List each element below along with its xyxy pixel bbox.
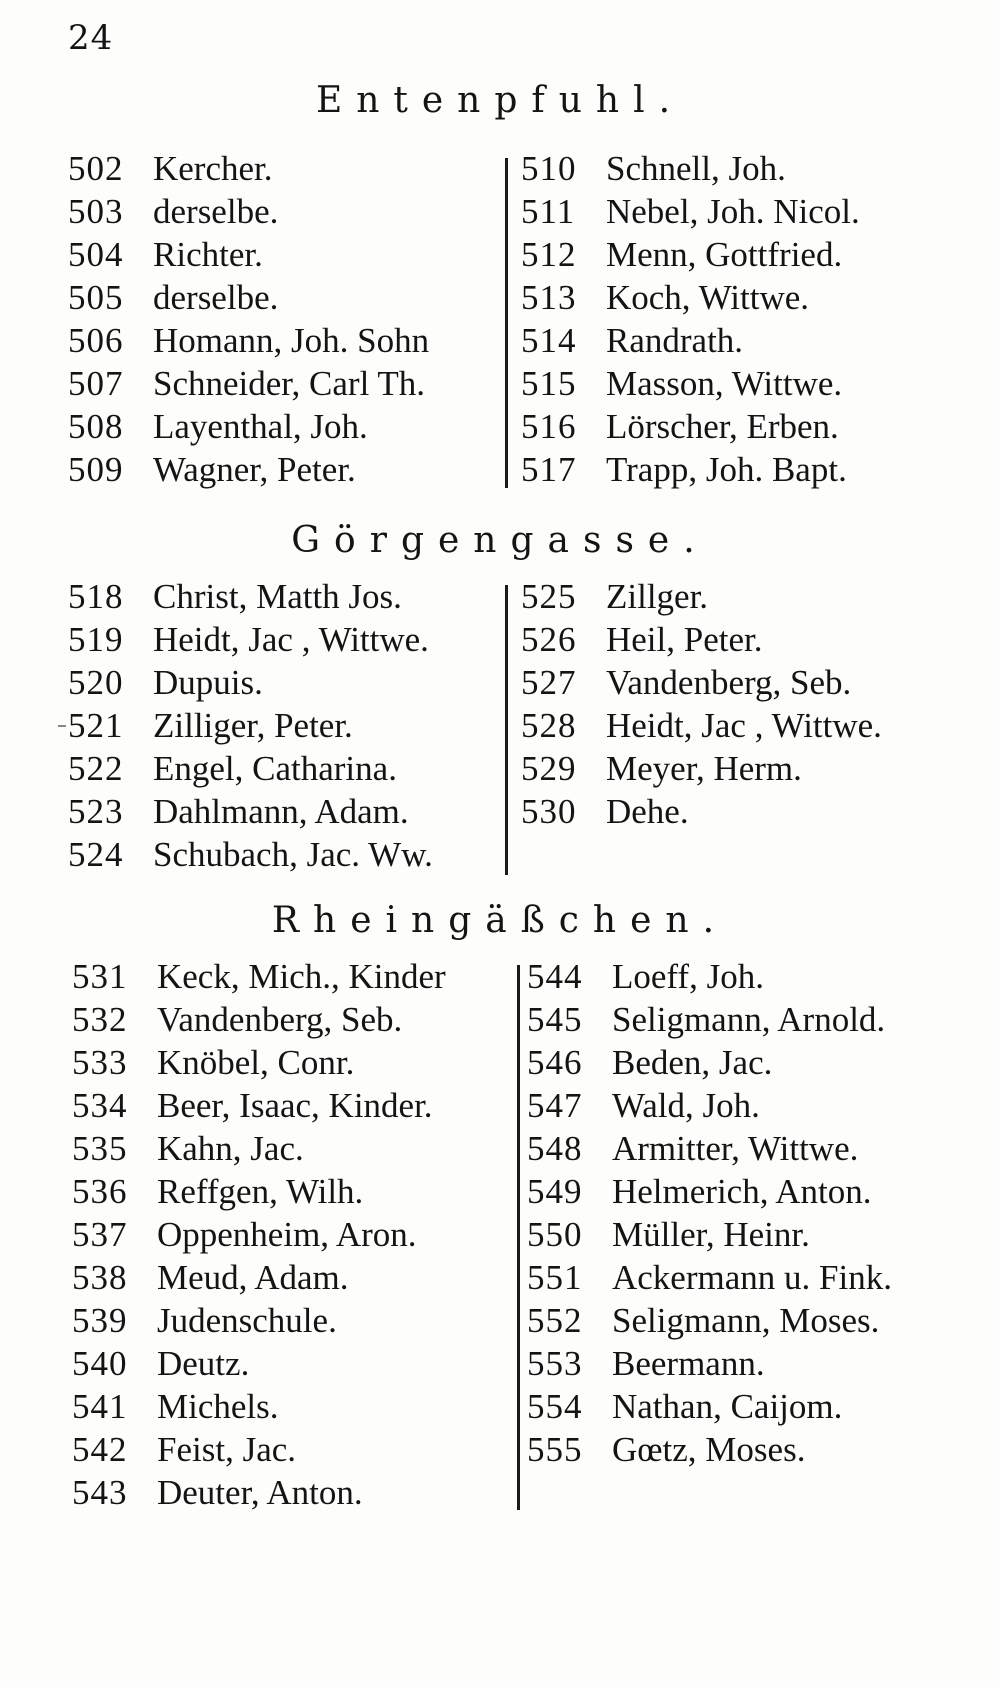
list-item xyxy=(72,1428,446,1471)
house-number: 548 xyxy=(527,1129,583,1168)
resident-name: Oppenheim, Aron. xyxy=(157,1215,417,1254)
house-number: 507 xyxy=(68,364,124,403)
list-item xyxy=(72,1127,446,1170)
house-number: 536 xyxy=(72,1172,128,1211)
resident-name: Masson, Wittwe. xyxy=(606,364,843,403)
house-number: 519 xyxy=(68,620,124,659)
list-item xyxy=(527,1127,892,1170)
page-number: 24 xyxy=(68,18,114,58)
resident-name: Christ, Matth Jos. xyxy=(153,577,402,616)
list-item xyxy=(527,1256,892,1299)
house-number: 533 xyxy=(72,1043,128,1082)
section-2-left-column xyxy=(68,575,433,876)
house-number: 526 xyxy=(521,620,577,659)
list-item xyxy=(72,1256,446,1299)
list-item xyxy=(521,790,882,833)
list-item xyxy=(72,1041,446,1084)
house-number: 511 xyxy=(521,192,576,231)
house-number: 532 xyxy=(72,1000,128,1039)
house-number: 528 xyxy=(521,706,577,745)
house-number: 537 xyxy=(72,1215,128,1254)
resident-name: Vandenberg, Seb. xyxy=(157,1000,403,1039)
list-item xyxy=(68,448,429,491)
house-number: 534 xyxy=(72,1086,128,1125)
resident-name: Seligmann, Moses. xyxy=(612,1301,880,1340)
house-number: 520 xyxy=(68,663,124,702)
list-item xyxy=(72,1213,446,1256)
house-number: 503 xyxy=(68,192,124,231)
list-item xyxy=(521,704,882,747)
resident-name: Vandenberg, Seb. xyxy=(606,663,852,702)
resident-name: Wagner, Peter. xyxy=(153,450,356,489)
list-item xyxy=(521,405,860,448)
resident-name: derselbe. xyxy=(153,192,279,231)
resident-name: Schubach, Jac. Ww. xyxy=(153,835,433,874)
house-number: 523 xyxy=(68,792,124,831)
house-number: 502 xyxy=(68,149,124,188)
list-item xyxy=(521,618,882,661)
house-number: 527 xyxy=(521,663,577,702)
resident-name: Deutz. xyxy=(157,1344,250,1383)
house-number: 513 xyxy=(521,278,577,317)
section-3-right-column xyxy=(527,955,892,1471)
resident-name: Müller, Heinr. xyxy=(612,1215,810,1254)
resident-name: Layenthal, Joh. xyxy=(153,407,368,446)
list-item xyxy=(68,618,433,661)
list-item xyxy=(521,747,882,790)
list-item xyxy=(68,661,433,704)
resident-name: Dahlmann, Adam. xyxy=(153,792,409,831)
house-number: 553 xyxy=(527,1344,583,1383)
house-number: 509 xyxy=(68,450,124,489)
list-item xyxy=(521,190,860,233)
house-number: 522 xyxy=(68,749,124,788)
list-item xyxy=(527,998,892,1041)
list-item xyxy=(527,1213,892,1256)
house-number: 516 xyxy=(521,407,577,446)
house-number: 547 xyxy=(527,1086,583,1125)
resident-name: Ackermann u. Fink. xyxy=(612,1258,892,1297)
house-number: 543 xyxy=(72,1473,128,1512)
list-item xyxy=(72,1084,446,1127)
list-item xyxy=(521,661,882,704)
list-item xyxy=(521,575,882,618)
resident-name: Michels. xyxy=(157,1387,279,1426)
column-divider xyxy=(505,158,508,488)
resident-name: Dehe. xyxy=(606,792,689,831)
list-item xyxy=(68,833,433,876)
resident-name: Nathan, Caijom. xyxy=(612,1387,843,1426)
house-number: 540 xyxy=(72,1344,128,1383)
list-item xyxy=(68,147,429,190)
house-number: 518 xyxy=(68,577,124,616)
list-item xyxy=(527,1041,892,1084)
list-item xyxy=(68,747,433,790)
house-number: 515 xyxy=(521,364,577,403)
resident-name: Reffgen, Wilh. xyxy=(157,1172,364,1211)
resident-name: Keck, Mich., Kinder xyxy=(157,957,446,996)
section-1-right-column xyxy=(521,147,860,491)
resident-name: Wald, Joh. xyxy=(612,1086,760,1125)
column-divider xyxy=(505,585,508,875)
house-number: 546 xyxy=(527,1043,583,1082)
list-item xyxy=(527,1342,892,1385)
list-item xyxy=(72,1342,446,1385)
list-item xyxy=(68,319,429,362)
house-number: 555 xyxy=(527,1430,583,1469)
section-2-right-column xyxy=(521,575,882,833)
resident-name: Meyer, Herm. xyxy=(606,749,802,788)
resident-name: Richter. xyxy=(153,235,263,274)
list-item xyxy=(72,998,446,1041)
house-number: 524 xyxy=(68,835,124,874)
house-number: 545 xyxy=(527,1000,583,1039)
list-item xyxy=(68,575,433,618)
house-number: 550 xyxy=(527,1215,583,1254)
resident-name: Engel, Catharina. xyxy=(153,749,397,788)
resident-name: Kahn, Jac. xyxy=(157,1129,304,1168)
resident-name: Menn, Gottfried. xyxy=(606,235,843,274)
resident-name: Koch, Wittwe. xyxy=(606,278,810,317)
house-number: 535 xyxy=(72,1129,128,1168)
house-number: 539 xyxy=(72,1301,128,1340)
resident-name: Judenschule. xyxy=(157,1301,337,1340)
resident-name: Beden, Jac. xyxy=(612,1043,773,1082)
resident-name: Helmerich, Anton. xyxy=(612,1172,872,1211)
resident-name: Deuter, Anton. xyxy=(157,1473,363,1512)
resident-name: Dupuis. xyxy=(153,663,263,702)
resident-name: Gœtz, Moses. xyxy=(612,1430,806,1469)
resident-name: Armitter, Wittwe. xyxy=(612,1129,859,1168)
house-number: 504 xyxy=(68,235,124,274)
list-item xyxy=(527,1385,892,1428)
house-number: 554 xyxy=(527,1387,583,1426)
house-number: 525 xyxy=(521,577,577,616)
house-number: 521 xyxy=(68,706,124,745)
resident-name: Heidt, Jac , Wittwe. xyxy=(606,706,882,745)
resident-name: Seligmann, Arnold. xyxy=(612,1000,886,1039)
resident-name: Beermann. xyxy=(612,1344,765,1383)
house-number: 508 xyxy=(68,407,124,446)
list-item xyxy=(68,405,429,448)
section-3-left-column xyxy=(72,955,446,1514)
resident-name: Feist, Jac. xyxy=(157,1430,297,1469)
house-number: 531 xyxy=(72,957,128,996)
margin-mark xyxy=(58,725,66,727)
list-item xyxy=(527,1170,892,1213)
list-item xyxy=(72,1170,446,1213)
section-1-left-column xyxy=(68,147,429,491)
resident-name: Randrath. xyxy=(606,321,744,360)
house-number: 529 xyxy=(521,749,577,788)
list-item xyxy=(521,362,860,405)
house-number: 506 xyxy=(68,321,124,360)
resident-name: Heil, Peter. xyxy=(606,620,763,659)
resident-name: Zilliger, Peter. xyxy=(153,706,353,745)
list-item xyxy=(68,233,429,276)
resident-name: Knöbel, Conr. xyxy=(157,1043,355,1082)
list-item xyxy=(72,1471,446,1514)
house-number: 551 xyxy=(527,1258,583,1297)
list-item xyxy=(72,1385,446,1428)
resident-name: Nebel, Joh. Nicol. xyxy=(606,192,860,231)
house-number: 517 xyxy=(521,450,577,489)
resident-name: Loeff, Joh. xyxy=(612,957,764,996)
list-item xyxy=(527,1084,892,1127)
resident-name: Meud, Adam. xyxy=(157,1258,349,1297)
list-item xyxy=(527,955,892,998)
resident-name: Heidt, Jac , Wittwe. xyxy=(153,620,429,659)
list-item xyxy=(521,448,860,491)
list-item xyxy=(521,319,860,362)
house-number: 552 xyxy=(527,1301,583,1340)
list-item xyxy=(68,276,429,319)
resident-name: Schneider, Carl Th. xyxy=(153,364,426,403)
house-number: 549 xyxy=(527,1172,583,1211)
house-number: 505 xyxy=(68,278,124,317)
column-divider xyxy=(517,965,520,1510)
list-item xyxy=(68,704,433,747)
house-number: 514 xyxy=(521,321,577,360)
resident-name: derselbe. xyxy=(153,278,279,317)
resident-name: Homann, Joh. Sohn xyxy=(153,321,430,360)
section-title-entenpfuhl: Entenpfuhl. xyxy=(315,80,685,121)
house-number: 510 xyxy=(521,149,577,188)
list-item xyxy=(68,190,429,233)
list-item xyxy=(68,790,433,833)
resident-name: Zillger. xyxy=(606,577,709,616)
section-title-rheingaesschen: Rheingäßchen. xyxy=(271,900,729,941)
list-item xyxy=(521,147,860,190)
house-number: 538 xyxy=(72,1258,128,1297)
list-item xyxy=(527,1299,892,1342)
list-item xyxy=(521,276,860,319)
resident-name: Schnell, Joh. xyxy=(606,149,786,188)
list-item xyxy=(527,1428,892,1471)
house-number: 544 xyxy=(527,957,583,996)
house-number: 542 xyxy=(72,1430,128,1469)
house-number: 530 xyxy=(521,792,577,831)
list-item xyxy=(521,233,860,276)
list-item xyxy=(72,1299,446,1342)
resident-name: Lörscher, Erben. xyxy=(606,407,839,446)
resident-name: Trapp, Joh. Bapt. xyxy=(606,450,847,489)
house-number: 541 xyxy=(72,1387,128,1426)
list-item xyxy=(72,955,446,998)
resident-name: Kercher. xyxy=(153,149,273,188)
section-title-goergengasse: Görgengasse. xyxy=(291,520,709,561)
resident-name: Beer, Isaac, Kinder. xyxy=(157,1086,433,1125)
house-number: 512 xyxy=(521,235,577,274)
list-item xyxy=(68,362,429,405)
